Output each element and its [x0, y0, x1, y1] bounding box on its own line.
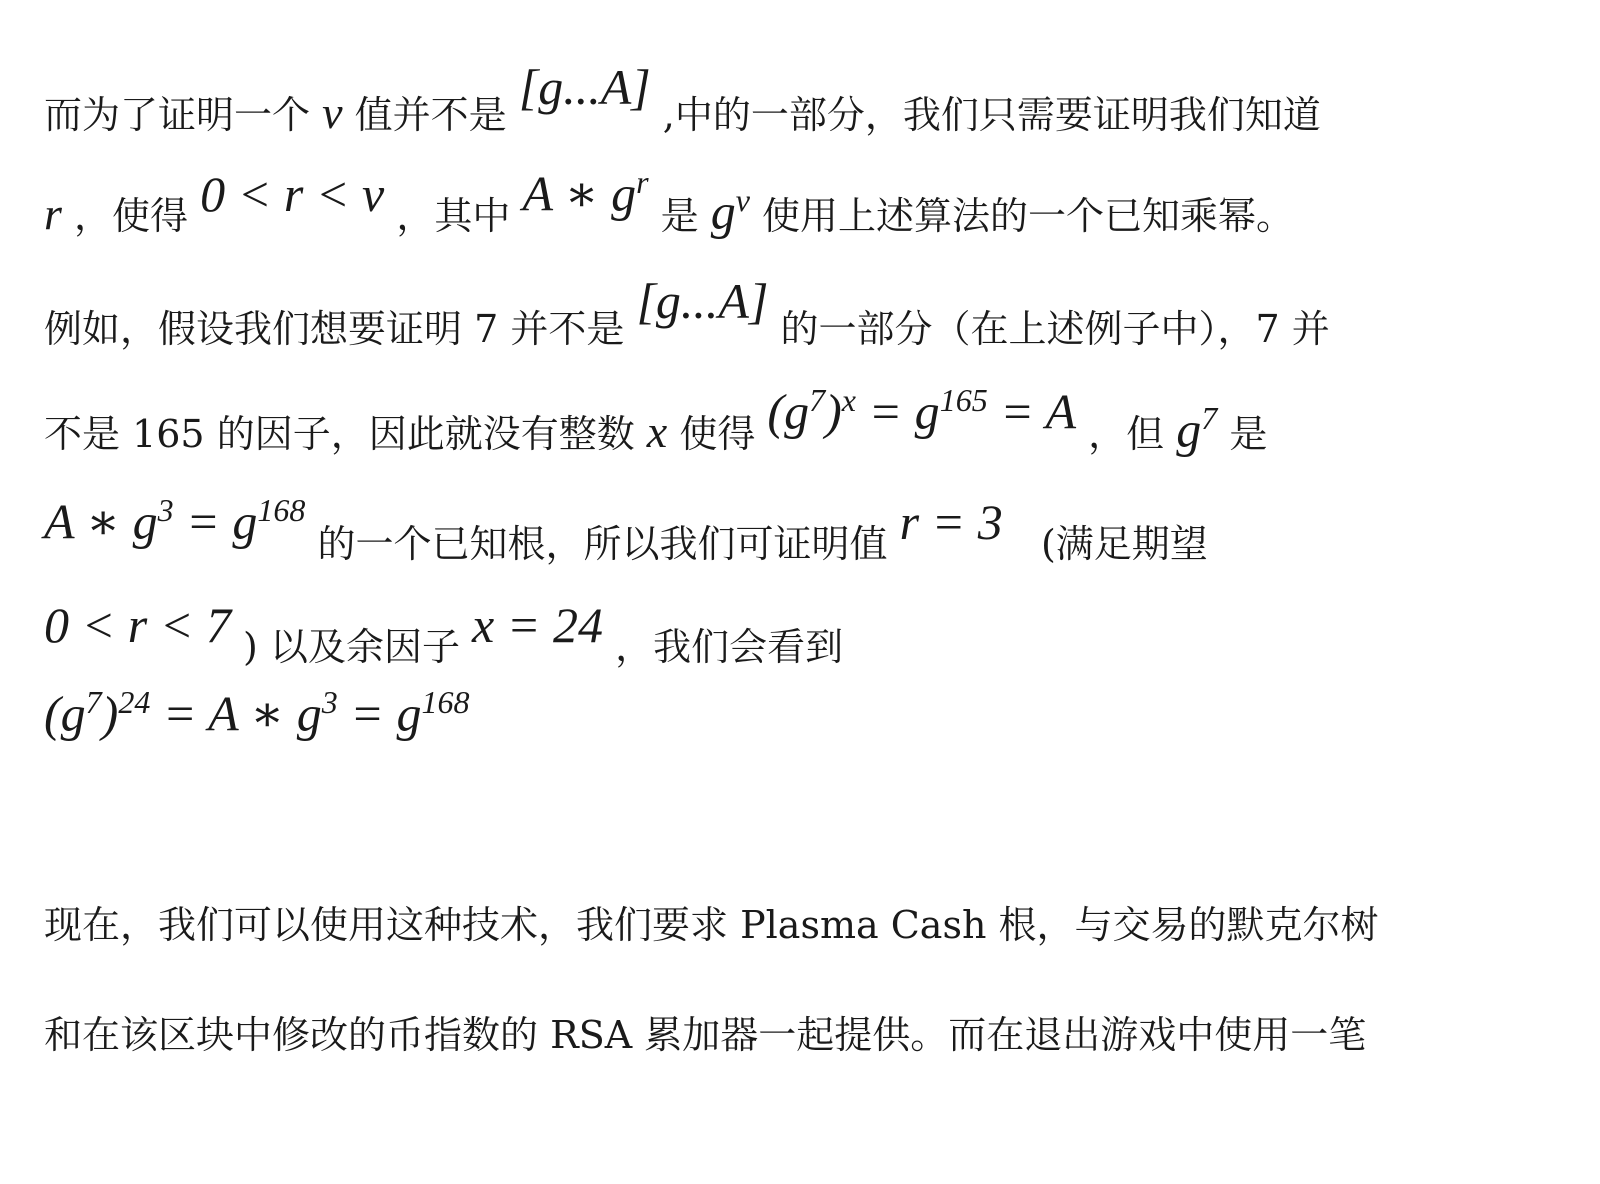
paragraph-2-line-2: 和在该区块中修改的币指数的 RSA 累加器一起提供。而在退出游戏中使用一笔: [44, 1013, 1367, 1057]
math-inequality: 0 < r < v: [200, 165, 385, 222]
math-g-7: $g^7$: [1176, 400, 1218, 458]
text: ，使得: [74, 193, 189, 238]
text-line-5: [44, 492, 1208, 566]
text: ，其中: [396, 193, 511, 238]
text: ，我们会看到: [615, 625, 844, 669]
math-x-equals-24: x = 24: [472, 597, 603, 653]
text: 是: [660, 193, 699, 238]
text: 而为了证明一个: [44, 93, 311, 137]
text: ，但: [1088, 411, 1165, 456]
text: 使用上述算法的一个已知乘幂。: [762, 193, 1295, 238]
math-power-equation: $(g^7)^x = g^{165} = A$: [767, 382, 1077, 440]
math-x: x: [646, 405, 668, 457]
text-line-2: [44, 164, 1295, 240]
text-line-6: [44, 597, 844, 669]
math-a-times-g-r: A ∗ $g^r$: [522, 164, 649, 222]
text-line-7: [44, 684, 470, 742]
math-r-equals-3: r = 3: [899, 493, 1003, 550]
text: (满足期望: [1040, 521, 1208, 566]
text-line-3: [44, 273, 1330, 351]
math-v: v: [322, 87, 343, 138]
text-line-1: [44, 59, 1321, 138]
text-line-4: [44, 382, 1268, 458]
math-r: r: [44, 187, 62, 239]
text: 使得: [679, 411, 756, 456]
text: ,中的一部分，我们只需要证明我们知道: [662, 93, 1321, 137]
math-inequality-7: 0 < r < 7: [44, 597, 231, 653]
paragraph-2-line-1: 现在，我们可以使用这种技术，我们要求 Plasma Cash 根，与交易的默克尔树: [44, 903, 1379, 947]
text: 的一部分（在上述例子中），7 并: [780, 307, 1330, 351]
text: ) 以及余因子: [243, 625, 460, 669]
text: 值并不是: [354, 93, 507, 137]
math-final-equation: $(g^7)^{24} = A$ ∗ $g^3 = g^{168}$: [44, 684, 470, 742]
math-interval: [g...A]: [636, 273, 769, 329]
math-root-equation: A ∗ $g^3 = g^{168}$: [44, 492, 306, 550]
text: 的一个已知根，所以我们可证明值: [317, 521, 888, 566]
text: 不是 165 的因子，因此就没有整数: [44, 411, 635, 456]
text: 例如，假设我们想要证明 7 并不是: [44, 307, 625, 351]
math-g-v: $g^v$: [710, 182, 750, 240]
math-interval: [g...A]: [518, 59, 651, 115]
text: 是: [1229, 411, 1268, 456]
